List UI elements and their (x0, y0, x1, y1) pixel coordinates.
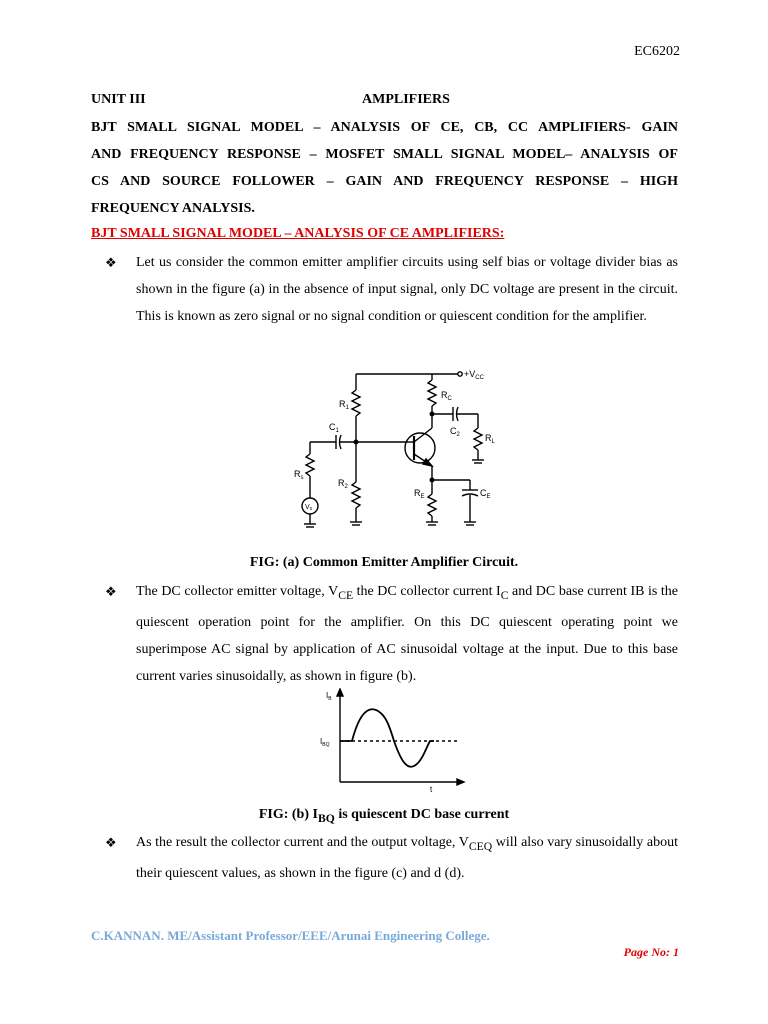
bullet-text: As the result the collector current and the output voltage, $V_{CEQ}$ will also vary sinusoidally about their quiescent values, as shown in the figure (c) and d (d). (136, 835, 678, 881)
syllabus-line: BJT SMALL SIGNAL MODEL – ANALYSIS OF CE, CB, CC AMPLIFIERS- GAIN (91, 120, 678, 135)
bullet-text: The DC collector emitter voltage, $V_{CE}$ the DC collector current $I_C$ and DC base current IB is the quiescent operation point for the amplifier. On this DC quiescent operating point we superimpose AC signal by application of AC sinusoidal voltage at the input. Due to this base current varies sinusoidally, as shown in figure (b). (136, 584, 678, 684)
vs-label: Vs (305, 504, 313, 512)
r1-label: $R_1$ (339, 399, 349, 411)
rs-resistor (306, 454, 314, 476)
syllabus (91, 114, 678, 222)
rc-resistor (428, 380, 436, 406)
ce-label: $C_E$ (480, 488, 491, 500)
ce-amplifier-circuit-diagram (280, 362, 510, 532)
bullet-text: Let us consider the common emitter amplifier circuits using self bias or voltage divider bias as shown in the figure (a) in the absence of input signal, only DC voltage are present in the circuit. This is known as zero signal or no signal condition or quiescent condition for the amplifier. (136, 255, 678, 324)
bullet-paragraph-2 (91, 578, 678, 690)
rc-label: $R_C$ (441, 390, 452, 402)
figure-b-caption: FIG: (b) $I_{BQ}$ is quiescent DC base current (258, 807, 510, 825)
re-resistor (428, 494, 436, 516)
base-current-waveform (318, 688, 468, 792)
document-code: EC6202 (634, 44, 680, 59)
ibq-label: $I_{BQ}$ (320, 737, 330, 748)
r2-label: $R_2$ (338, 478, 348, 490)
ib-axis-label: $I_B$ (326, 691, 332, 702)
syllabus-line: CS AND SOURCE FOLLOWER – GAIN AND FREQUENCY RESPONSE – HIGH (91, 174, 678, 189)
r1-resistor (352, 390, 360, 416)
c2-label: $C_2$ (450, 426, 460, 438)
section-heading: BJT SMALL SIGNAL MODEL – ANALYSIS OF CE AMPLIFIERS: (91, 226, 505, 241)
bullet-diamond-icon: ❖ (105, 255, 117, 270)
vcc-terminal (458, 372, 462, 376)
syllabus-line: AND FREQUENCY RESPONSE – MOSFET SMALL SIGNAL MODEL– ANALYSIS OF (91, 147, 678, 162)
unit-title: AMPLIFIERS (362, 92, 450, 107)
rl-label: $R_L$ (485, 433, 495, 445)
bullet-paragraph-3 (91, 829, 678, 887)
r2-resistor (352, 482, 360, 508)
re-label: $R_E$ (414, 488, 425, 500)
bullet-diamond-icon: ❖ (105, 584, 117, 599)
page-number: Page No: 1 (623, 945, 679, 959)
syllabus-line: FREQUENCY ANALYSIS. (91, 201, 255, 216)
rs-label: $R_s$ (294, 469, 304, 481)
t-axis-label: t (430, 785, 433, 792)
sinusoidal-base-current-curve (340, 709, 434, 767)
rl-resistor (474, 428, 482, 450)
figure-a-caption: FIG: (a) Common Emitter Amplifier Circuit. (249, 555, 519, 570)
bullet-paragraph-1 (91, 249, 678, 330)
vcc-label: $+V_{CC}$ (464, 369, 484, 381)
unit-number: UNIT III (91, 92, 146, 107)
c1-label: $C_1$ (329, 422, 339, 434)
bullet-diamond-icon: ❖ (105, 835, 117, 850)
footer-author: C.KANNAN. ME/Assistant Professor/EEE/Arunai Engineering College. (91, 928, 490, 943)
